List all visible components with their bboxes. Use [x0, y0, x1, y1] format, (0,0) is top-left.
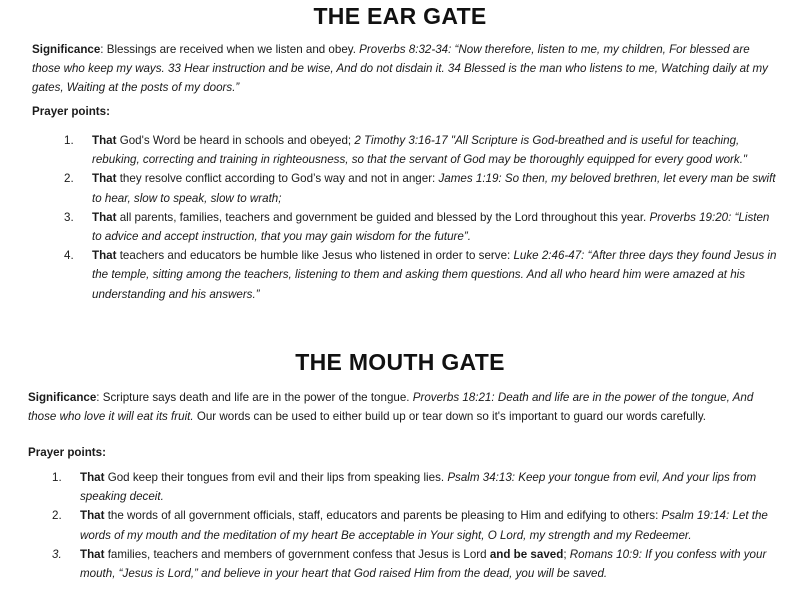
list-item [52, 545, 782, 583]
ear-gate-significance [32, 40, 780, 98]
list-number: 2. [52, 509, 62, 523]
point-text: they resolve conflict according to God’s way and not in anger: [116, 172, 439, 186]
point-text: families, teachers and members of government confess that Jesus is Lord [104, 547, 490, 561]
list-item [64, 208, 782, 246]
ear-gate-prayer-list [64, 131, 782, 304]
list-number: 2. [64, 172, 74, 186]
point-scripture: Psalm 19:14: Let the words of my mouth and the meditation of my heart Be acceptable in Your sight, O Lord, my strength and my Redeemer. [80, 509, 768, 542]
point-text: the words of all government officials, staff, educators and parents be pleasing to Him and edifying to others: [104, 509, 662, 523]
point-lead: That [92, 210, 117, 224]
list-item [64, 246, 782, 304]
list-number: 3. [52, 547, 62, 561]
point-scripture: Psalm 34:13: Keep your tongue from evil, And your lips from speaking deceit. [80, 471, 757, 504]
ear-gate-prayer-points-label: Prayer points: [32, 105, 110, 118]
significance-scripture: Proverbs 8:32-34: “Now therefore, listen to me, my children, For blessed are those who keep my ways. 33 Hear instruction and be wise, And do not disdain it. 34 Blessed is the man who listens to me, Watching daily at my gates, Waiting at the posts of my doors.” [32, 43, 768, 95]
point-lead: That [92, 172, 117, 186]
significance-text: : Blessings are received when we listen and obey. [100, 43, 360, 56]
point-text: teachers and educators be humble like Jesus who listened in order to serve: [116, 249, 514, 263]
point-text: God's Word be heard in schools and obeyed; [116, 134, 355, 147]
point-scripture: James 1:19: So then, my beloved brethren, let every man be swift to hear, slow to speak, slow to wrath; [92, 172, 776, 205]
significance-text: : Scripture says death and life are in the power of the tongue. [96, 391, 413, 404]
ear-gate-title: THE EAR GATE [313, 3, 487, 29]
point-separator: ; [563, 547, 570, 561]
list-number: 1. [64, 134, 74, 147]
point-text: God keep their tongues from evil and their lips from speaking lies. [104, 471, 448, 484]
point-bold-tail: and be saved [489, 547, 564, 561]
list-item [64, 131, 782, 169]
point-lead: That [92, 249, 117, 263]
list-item [52, 506, 782, 544]
mouth-gate-title: THE MOUTH GATE [295, 349, 505, 375]
mouth-gate-significance [28, 389, 780, 426]
point-lead: That [80, 471, 105, 484]
significance-label: Significance [28, 391, 97, 404]
mouth-gate-prayer-list [52, 468, 782, 583]
list-number: 4. [64, 249, 74, 263]
list-item [52, 468, 782, 506]
mouth-gate-prayer-points-label: Prayer points: [28, 446, 106, 459]
significance-scripture: Proverbs 18:21: Death and life are in the power of the tongue, And those who love it will eat its fruit. [28, 391, 754, 423]
point-scripture: Luke 2:46-47: “After three days they found Jesus in the temple, sitting among the teachers, listening to them and asking them questions. And all who heard him were amazed at his understanding and his answers.” [92, 249, 777, 301]
point-scripture: Romans 10:9: If you confess with your mouth, “Jesus is Lord,” and believe in your heart that God raised Him from the dead, you will be saved. [80, 547, 767, 581]
list-number: 3. [64, 210, 74, 224]
point-lead: That [80, 547, 105, 561]
point-lead: That [92, 134, 117, 147]
point-lead: That [80, 509, 105, 523]
list-item [64, 169, 782, 207]
significance-after: Our words can be used to either build up or tear down so it's important to guard our words carefully. [193, 409, 706, 423]
point-scripture: Proverbs 19:20: “Listen to advice and accept instruction, that you may gain wisdom for the future”. [92, 210, 770, 244]
point-text: all parents, families, teachers and government be guided and blessed by the Lord throughout this year. [116, 210, 650, 224]
significance-label: Significance [32, 43, 101, 56]
list-number: 1. [52, 471, 62, 484]
point-scripture: 2 Timothy 3:16-17 "All Scripture is God-breathed and is useful for teaching, rebuking, correcting and training in righteousness, so that the servant of God may be thoroughly equipped for every good work." [92, 134, 748, 167]
